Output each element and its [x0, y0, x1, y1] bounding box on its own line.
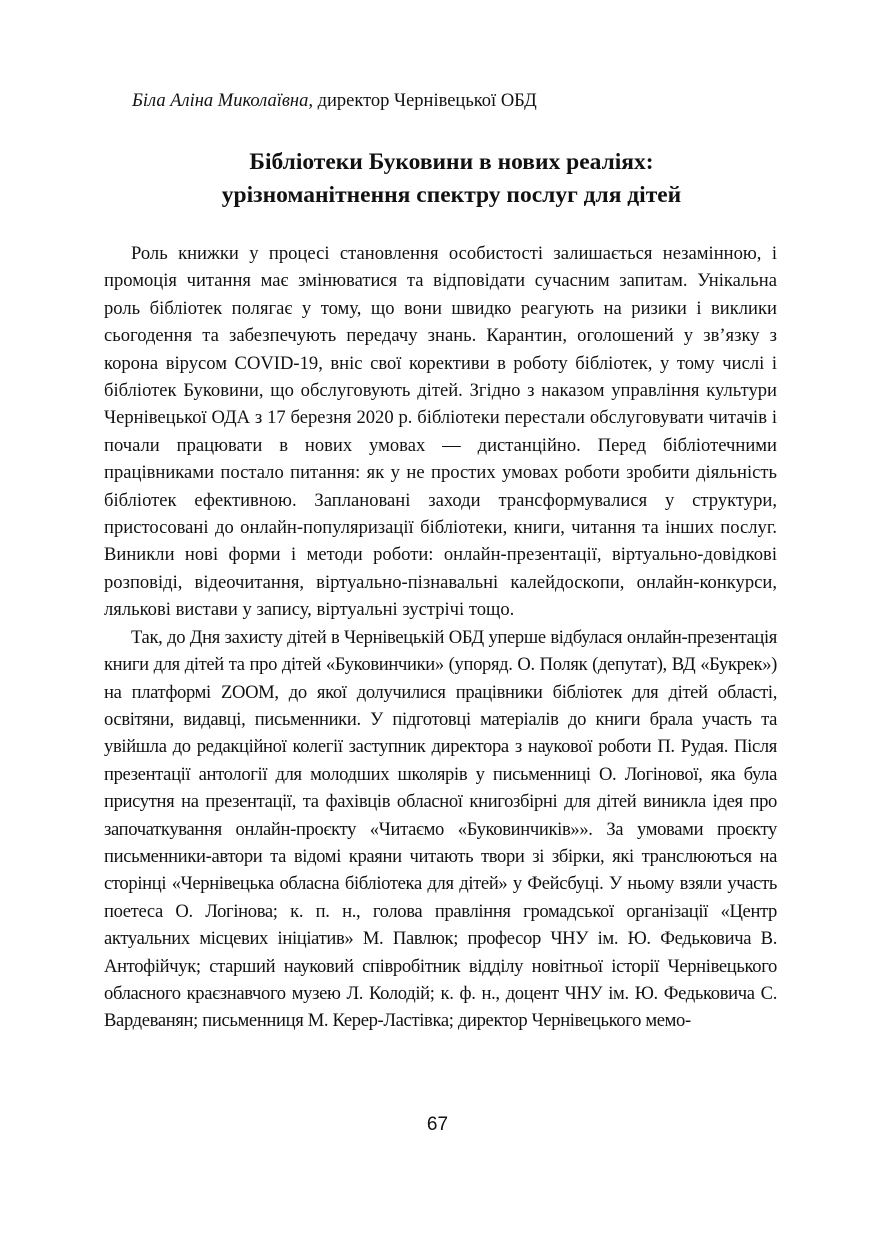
document-page: [104, 86, 777, 1035]
author-name: Біла Аліна Миколаївна,: [132, 91, 313, 111]
page-number: 67: [426, 1114, 449, 1135]
author-line: [104, 86, 777, 116]
title-line-1: Бібліотеки Буковини в нових реаліях:: [249, 149, 654, 175]
title-line-2: урізноманітнення спектру послуг для дітей: [221, 182, 682, 208]
author-position: директор Чернівецької ОБД: [312, 91, 537, 111]
article-title: [104, 146, 777, 212]
paragraph-2: Так, до Дня захисту дітей в Чернівецькій ОБД уперше відбулася онлайн-презентація книги для дітей та про дітей «Буковинчики» (упоряд. О. Поляк (депутат), ВД «Букрек») на платформі ZOOM, до якої долучилися працівники бібліотек для дітей області, освітяни, видавці, письменники. У підготовці матеріалів до книги брала участь та увійшла до редакційної колегії заступник директора з наукової роботи П. Рудая. Після презентації антології для молодших школярів у письменниці О. Логінової, яка була присутня на презентації, та фахівців обласної книгозбірні для дітей виникла ідея про започаткування онлайн-проєкту «Читаємо «Буковинчиків»». За умовами проєкту письменники-автори та відомі краяни читають твори зі збірки, які транслюються на сторінці «Чернівецька обласна бібліотека для дітей» у Фейсбуці. У ньому взяли участь поетеса О. Логінова; к. п. н., голова правління громадської організації «Центр актуальних місцевих ініціатив» М. Павлюк; професор ЧНУ ім. Ю. Федьковича В. Антофійчук; старший науковий співробітник відділу новітньої історії Чернівецького обласного краєзнавчого музею Л. Колодій; к. ф. н., доцент ЧНУ ім. Ю. Федьковича С. Вардеванян; письменниця М. Керер-Ластівка; директор Чернівецького мемо-: [104, 626, 777, 1032]
paragraph-1: Роль книжки у процесі становлення особистості залишається незамінною, і промоція читання має змінюватися та відповідати сучасним запитам. Унікальна роль бібліотек полягає у тому, що вони швидко реагують на ризики і виклики сьогодення та забезпечують передачу знань. Карантин, оголошений у зв’язку з корона вірусом COVID-19, вніс свої корективи в роботу бібліотек, у тому числі і бібліотек Буковини, що обслуговують дітей. Згідно з наказом управління культури Чернівецької ОДА з 17 березня 2020 р. бібліотеки перестали обслуговувати читачів і почали працювати в нових умовах — дистанційно. Перед бібліотечними працівниками постало питання: як у не простих умовах роботи зробити діяльність бібліотек ефективною. Заплановані заходи трансформувалися у структури, пристосовані до онлайн-популяризації бібліотеки, книги, читання та інших послуг. Виникли нові форми і методи роботи: онлайн-презентації, віртуально-довідкові розповіді, відеочитання, віртуально-пізнавальні калейдоскопи, онлайн-конкурси, лялькові вистави у запису, віртуальні зустрічі тощо.: [104, 243, 777, 621]
